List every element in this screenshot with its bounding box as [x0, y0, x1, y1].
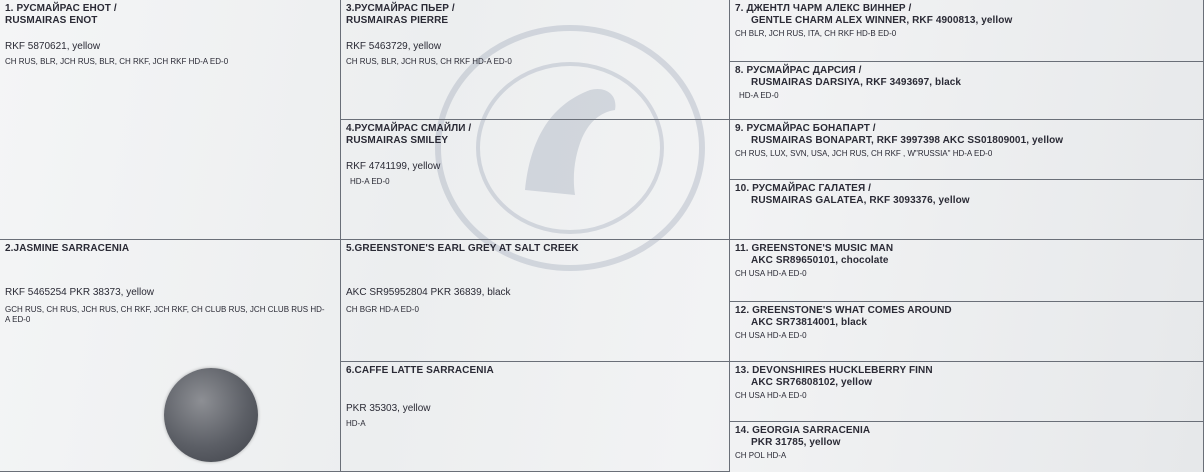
entry-number: 11. [735, 243, 749, 254]
dog-name: РУСМАЙРАС ДАРСИЯ / [746, 65, 862, 76]
pedigree-entry-14 [730, 422, 1204, 472]
pedigree-entry-4 [341, 120, 730, 240]
dog-registration: AKC SR73814001, black [751, 317, 868, 328]
entry-number: 8. [735, 65, 744, 76]
dog-name: РУСМАЙРАС БОНАПАРТ / [746, 123, 876, 134]
dog-registration: AKC SR89650101, chocolate [751, 255, 889, 266]
titles: CH RUS, LUX, SVN, USA, JCH RUS, CH RKF , W"RUSSIA" HD-A ED-0 [735, 149, 993, 158]
registration: RKF 4741199, yellow [346, 161, 441, 172]
entry-number: 4. [346, 123, 355, 134]
dog-registration: AKC SR76808102, yellow [751, 377, 873, 388]
titles: CH BLR, JCH RUS, ITA, CH RKF HD-B ED-0 [735, 29, 897, 38]
dog-name: GREENSTONE'S EARL GREY AT SALT CREEK [354, 243, 579, 254]
dog-registration: RUSMAIRAS DARSIYA, RKF 3493697, black [751, 77, 962, 88]
dog-name: ДЖЕНТЛ ЧАРМ АЛЕКС ВИННЕР / [746, 3, 912, 14]
pedigree-entry-13 [730, 362, 1204, 422]
dog-registration: GENTLE CHARM ALEX WINNER, RKF 4900813, yellow [751, 15, 1013, 26]
registration: AKC SR95952804 PKR 36839, black [346, 287, 511, 298]
dog-registration: PKR 31785, yellow [751, 437, 841, 448]
registration: RKF 5465254 PKR 38373, yellow [5, 287, 154, 298]
dog-name: РУСМАЙРАС ЕНОТ / RUSMAIRAS ENOT [5, 3, 117, 26]
dog-name: РУСМАЙРАС ГАЛАТЕЯ / [752, 183, 871, 194]
registration: RKF 5463729, yellow [346, 41, 442, 52]
titles: CH POL HD-A [735, 451, 787, 460]
registration: PKR 35303, yellow [346, 403, 431, 414]
pedigree-entry-11 [730, 240, 1204, 302]
pedigree-entry-5 [341, 240, 730, 362]
titles: CH RUS, BLR, JCH RUS, CH RKF HD-A ED-0 [346, 57, 512, 66]
entry-number: 3. [346, 3, 355, 14]
titles: HD-A [346, 419, 366, 428]
entry-number: 6. [346, 365, 355, 376]
entry-number: 9. [735, 123, 744, 134]
entry-number: 12. [735, 305, 750, 316]
dog-name: GREENSTONE'S MUSIC MAN [751, 243, 894, 254]
titles: CH USA HD-A ED-0 [735, 269, 807, 278]
entry-number: 2. [5, 243, 14, 254]
dog-name: РУСМАЙРАС СМАЙЛИ / RUSMAIRAS SMILEY [346, 123, 472, 146]
titles: CH USA HD-A ED-0 [735, 331, 807, 340]
dog-name: GREENSTONE'S WHAT COMES AROUND [752, 305, 952, 316]
entry-number: 1. [5, 3, 14, 14]
pedigree-entry-2 [0, 240, 341, 472]
pedigree-entry-3 [341, 0, 730, 120]
titles: CH USA HD-A ED-0 [735, 391, 807, 400]
dog-registration: RUSMAIRAS BONAPART, RKF 3997398 AKC SS01809001, yellow [751, 135, 1064, 146]
titles: GCH RUS, CH RUS, JCH RUS, CH RKF, JCH RKF, CH CLUB RUS, JCH CLUB RUS HD-A ED-0 [5, 305, 325, 324]
pedigree-entry-12 [730, 302, 1204, 362]
dog-registration: RUSMAIRAS GALATEA, RKF 3093376, yellow [751, 195, 970, 206]
titles: CH RUS, BLR, JCH RUS, BLR, CH RKF, JCH RKF HD-A ED-0 [5, 57, 229, 66]
entry-number: 10. [735, 183, 750, 194]
dog-name: CAFFE LATTE SARRACENIA [354, 365, 494, 376]
entry-number: 7. [735, 3, 744, 14]
registration: RKF 5870621, yellow [5, 41, 101, 52]
pedigree-entry-6 [341, 362, 730, 472]
titles: CH BGR HD-A ED-0 [346, 305, 419, 314]
dog-name: РУСМАЙРАС ПЬЕР / RUSMAIRAS PIERRE [346, 3, 455, 26]
pedigree-entry-10 [730, 180, 1204, 240]
pedigree-entry-9 [730, 120, 1204, 180]
dog-name: DEVONSHIRES HUCKLEBERRY FINN [752, 365, 933, 376]
pedigree-entry-7 [730, 0, 1204, 62]
dog-name: JASMINE SARRACENIA [13, 243, 130, 254]
entry-number: 5. [346, 243, 355, 254]
entry-number: 14. [735, 425, 750, 436]
titles: HD-A ED-0 [739, 91, 779, 100]
dog-name: GEORGIA SARRACENIA [752, 425, 871, 436]
titles: HD-A ED-0 [350, 177, 390, 186]
round-stamp-icon [164, 368, 258, 462]
pedigree-entry-1 [0, 0, 341, 240]
entry-number: 13. [735, 365, 750, 376]
pedigree-entry-8 [730, 62, 1204, 120]
